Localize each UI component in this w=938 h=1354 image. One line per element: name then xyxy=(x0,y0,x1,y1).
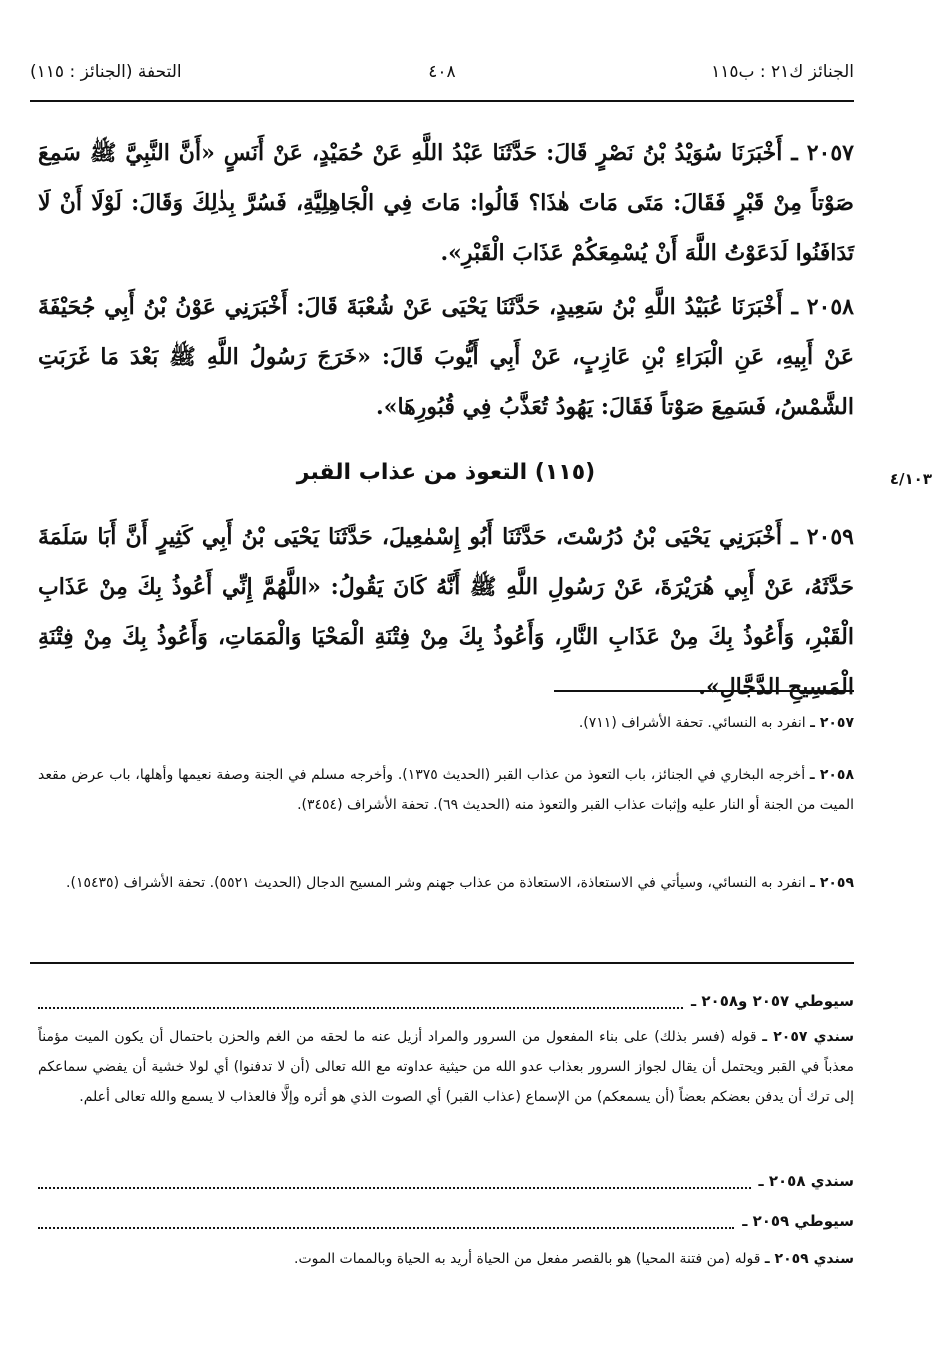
hadith-2057 xyxy=(38,128,854,278)
leader-dots xyxy=(38,1173,751,1189)
footnote-text: انفرد به النسائي. تحفة الأشراف (٧١١). xyxy=(578,715,806,731)
leader-dots xyxy=(38,993,683,1009)
footnote-text: أخرجه البخاري في الجنائز، باب التعوذ من عذاب القبر (الحديث ١٣٧٥). وأخرجه مسلم في الجنة وصفة نعيمها وأهلها، باب عرض مقعد الميت من الجنة أو النار عليه وإثبات عذاب القبر والتعوذ منه (الحديث ٦٩). تحفة الأشراف (٣٤٥٤). xyxy=(38,767,854,813)
page-number: ٤٠٨ xyxy=(428,62,456,82)
commentary-label: سندي ٢٠٥٩ ـ xyxy=(764,1251,854,1267)
sindi-2058 xyxy=(38,1166,854,1196)
footnote-2057 xyxy=(38,708,854,738)
footnote-2059 xyxy=(38,868,854,898)
hadith-text: أَخْبَرَنِي يَحْيَى بْنُ دُرُسْتَ، حَدَّثَنَا أَبُو إِسْمٰعِيلَ، حَدَّثَنَا يَحْيَى بْنُ أَبِي كَثِيرٍ أَنَّ أَبَا سَلَمَةَ حَدَّثَهُ، عَنْ أَبِي هُرَيْرَةَ، عَنْ رَسُولِ اللَّهِ ﷺ أَنَّهُ كَانَ يَقُولُ: «اللَّهُمَّ إِنِّي أَعُوذُ بِكَ مِنْ عَذَابِ الْقَبْرِ، وَأَعُوذُ بِكَ مِنْ عَذَابِ النَّارِ، وَأَعُوذُ بِكَ مِنْ فِتْنَةِ الْمَحْيَا وَالْمَمَاتِ، وَأَعُوذُ بِكَ مِنْ فِتْنَةِ الْمَسِيحِ الدَّجَّالِ». xyxy=(38,524,854,700)
hadith-number: ٢٠٥٧ ـ xyxy=(791,140,854,166)
header-chapter-ref: الجنائز ك٢١ : ب١١٥ xyxy=(711,62,854,82)
sindi-2059 xyxy=(38,1244,854,1274)
commentary-label: سيوطي ٢٠٥٧ و٢٠٥٨ ـ xyxy=(691,992,854,1010)
hadith-number: ٢٠٥٨ ـ xyxy=(791,294,854,320)
hadith-2058 xyxy=(38,282,854,432)
leader-dots xyxy=(38,1213,734,1229)
chapter-heading: (١١٥) التعوذ من عذاب القبر xyxy=(296,460,596,485)
sindi-2057 xyxy=(38,1022,854,1112)
header-divider xyxy=(30,100,854,102)
commentary-divider xyxy=(30,962,854,964)
commentary-label: سندي ٢٠٥٨ ـ xyxy=(758,1172,854,1190)
footnote-text: انفرد به النسائي، وسيأتي في الاستعاذة، الاستعاذة من عذاب جهنم وشر المسيح الدجال (الحديث ٥٥٢١). تحفة الأشراف (١٥٤٣٥). xyxy=(66,875,806,891)
footnote-number: ٢٠٥٩ ـ xyxy=(810,875,854,891)
margin-reference: ٤/١٠٣ xyxy=(889,470,932,488)
footnote-2058 xyxy=(38,760,854,820)
hadith-2059 xyxy=(38,512,854,712)
hadith-text: أَخْبَرَنَا سُوَيْدُ بْنُ نَصْرٍ قَالَ: حَدَّثَنَا عَبْدُ اللَّهِ عَنْ حُمَيْدٍ، عَنْ أَنَسٍ «أَنَّ النَّبِيَّ ﷺ سَمِعَ صَوْتاً مِنْ قَبْرٍ فَقَالَ: مَتَى مَاتَ هٰذَا؟ قَالُوا: مَاتَ فِي الْجَاهِلِيَّةِ، فَسُرَّ بِذٰلِكَ وَقَالَ: لَوْلَا أَنْ لَا تَدَافَنُوا لَدَعَوْتُ اللَّهَ أَنْ يُسْمِعَكُمْ عَذَابَ الْقَبْرِ». xyxy=(38,140,854,266)
commentary-label: سندي ٢٠٥٧ ـ xyxy=(762,1029,854,1045)
footnote-number: ٢٠٥٨ ـ xyxy=(809,767,854,783)
footnote-divider xyxy=(554,690,854,692)
hadith-number: ٢٠٥٩ ـ xyxy=(791,524,854,550)
footnote-number: ٢٠٥٧ ـ xyxy=(810,715,854,731)
suyuti-2059 xyxy=(38,1206,854,1236)
hadith-text: أَخْبَرَنَا عُبَيْدُ اللَّهِ بْنُ سَعِيدٍ، حَدَّثَنَا يَحْيَى عَنْ شُعْبَةَ قَالَ: أَخْبَرَنِي عَوْنُ بْنُ أَبِي جُحَيْفَةَ عَنْ أَبِيهِ، عَنِ الْبَرَاءِ بْنِ عَازِبٍ، عَنْ أَبِي أَيُّوبَ قَالَ: «خَرَجَ رَسُولُ اللَّهِ ﷺ بَعْدَ مَا غَرَبَتِ الشَّمْسُ، فَسَمِعَ صَوْتاً فَقَالَ: يَهُودُ تُعَذَّبُ فِي قُبُورِهَا». xyxy=(38,294,854,420)
suyuti-2057-2058 xyxy=(38,986,854,1016)
commentary-label: سيوطي ٢٠٥٩ ـ xyxy=(742,1212,854,1230)
header-tuhfa-ref: التحفة (الجنائز : ١١٥) xyxy=(30,62,182,82)
commentary-text: قوله (فسر بذلك) على بناء المفعول من السرور والمراد أزيل عنه ما لحقه من الغم والحزن باحتمال أن يكون الميت مؤمناً معذباً في القبر ويحتمل أن يقال لجواز السرور بعذاب عدو الله من حيثية عداوته مع الله تعالى (أن لا تدفنوا) أي لولا خشية أن يفضي سماعكم إلى ترك أن يدفن بعضكم بعضاً (أن يسمعكم) من الإسماع (عذاب القبر) أي الصوت الذي هو أثره وإلَّا فالعذاب لا يسمع والله تعالى أعلم. xyxy=(38,1029,854,1105)
commentary-text: قوله (من فتنة المحيا) هو بالقصر مفعل من الحياة أريد به الحياة وبالممات الموت. xyxy=(294,1251,761,1267)
running-header xyxy=(30,62,854,92)
